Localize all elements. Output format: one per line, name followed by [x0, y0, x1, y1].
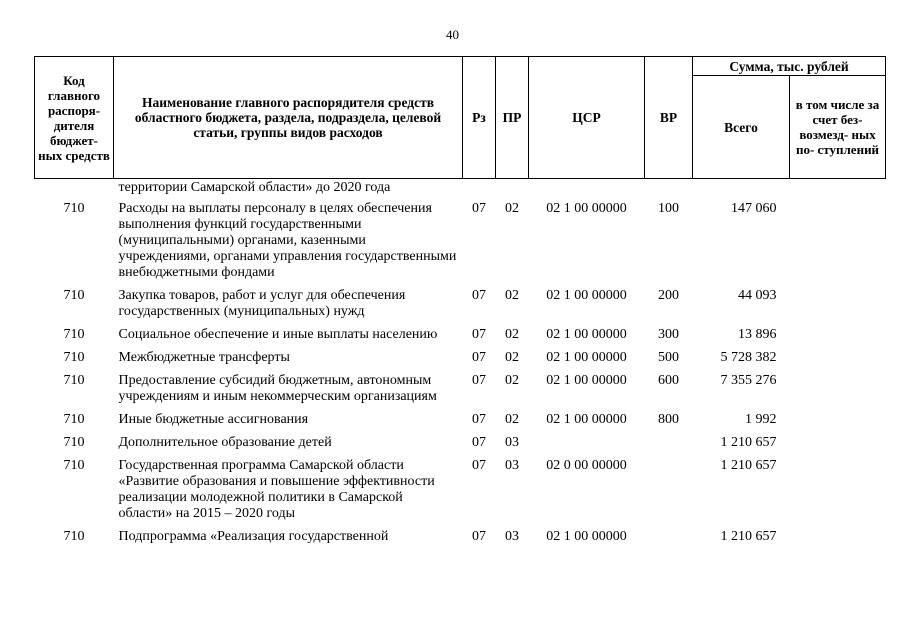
- pr-cell: 02: [505, 412, 519, 427]
- name-cell: Дополнительное образование детей: [118, 435, 332, 450]
- table-header: [35, 57, 886, 179]
- csr-cell: [529, 432, 645, 455]
- page-number: 40: [446, 27, 459, 42]
- free-cell: [790, 432, 886, 455]
- vr-cell: 200: [658, 288, 679, 303]
- csr-cell: 02 1 00 00000: [546, 288, 627, 303]
- free-cell: [790, 347, 886, 370]
- total-cell: 147 060: [731, 201, 777, 216]
- code-cell: 710: [63, 529, 85, 544]
- header-total: Всего: [693, 76, 790, 179]
- pr-cell: 03: [505, 458, 519, 473]
- table-row-continuation: [35, 179, 886, 199]
- csr-cell: 02 1 00 00000: [546, 412, 627, 427]
- free-cell: [790, 370, 886, 409]
- pr-cell: 02: [505, 373, 519, 388]
- free-cell: [790, 198, 886, 285]
- table-row: [35, 347, 886, 370]
- vr-cell: [645, 526, 693, 549]
- code-cell: 710: [63, 435, 85, 450]
- name-cell: Расходы на выплаты персоналу в целях обеспечения выполнения функций государственными (муниципальными) органами, казенными учреждениями, органами управления государственными внебюджетными фондами: [118, 201, 457, 280]
- budget-table: [34, 56, 886, 549]
- free-cell: [790, 526, 886, 549]
- pr-cell: 02: [505, 201, 519, 216]
- total-cell: 1 210 657: [720, 458, 777, 473]
- table-row: [35, 370, 886, 409]
- name-cell: Подпрограмма «Реализация государственной: [118, 529, 389, 544]
- vr-cell: [645, 432, 693, 455]
- pr-cell: 02: [505, 288, 519, 303]
- csr-cell: 02 0 00 00000: [546, 458, 627, 473]
- total-cell: 44 093: [738, 288, 777, 303]
- rz-cell: 07: [472, 201, 486, 216]
- total-cell: 1 210 657: [720, 529, 777, 544]
- continuation-code-cell: [35, 179, 114, 199]
- csr-cell: 02 1 00 00000: [546, 201, 627, 216]
- vr-cell: 100: [658, 201, 679, 216]
- table-row: [35, 285, 886, 324]
- vr-cell: 800: [658, 412, 679, 427]
- total-cell: 1 992: [745, 412, 777, 427]
- name-cell: Межбюджетные трансферты: [118, 350, 290, 365]
- code-cell: 710: [63, 327, 85, 342]
- rz-cell: 07: [472, 458, 486, 473]
- rz-cell: 07: [472, 412, 486, 427]
- header-vr: ВР: [645, 57, 693, 179]
- code-cell: 710: [63, 373, 85, 388]
- vr-cell: 300: [658, 327, 679, 342]
- rz-cell: 07: [472, 529, 486, 544]
- header-csr: ЦСР: [529, 57, 645, 179]
- table-row: [35, 324, 886, 347]
- total-cell: 5 728 382: [720, 350, 777, 365]
- total-cell: 1 210 657: [720, 435, 777, 450]
- rz-cell: 07: [472, 288, 486, 303]
- name-cell: Социальное обеспечение и иные выплаты населению: [118, 327, 438, 342]
- table-row: [35, 526, 886, 549]
- header-name: Наименование главного распорядителя средств областного бюджета, раздела, подраздела, целевой статьи, группы видов расходов: [114, 57, 463, 179]
- header-sum-group: Сумма, тыс. рублей: [693, 57, 886, 76]
- csr-cell: 02 1 00 00000: [546, 327, 627, 342]
- table-row: [35, 432, 886, 455]
- rz-cell: 07: [472, 350, 486, 365]
- code-cell: 710: [63, 201, 85, 216]
- pr-cell: 03: [505, 435, 519, 450]
- vr-cell: 600: [658, 373, 679, 388]
- code-cell: 710: [63, 458, 85, 473]
- budget-table-container: [34, 56, 885, 549]
- rz-cell: 07: [472, 435, 486, 450]
- table-row: [35, 198, 886, 285]
- header-code: Код главного распоря- дителя бюджет- ных средств: [35, 57, 114, 179]
- code-cell: 710: [63, 288, 85, 303]
- table-row: [35, 409, 886, 432]
- table-body: [35, 179, 886, 550]
- name-cell: Государственная программа Самарской области «Развитие образования и повышение эффективности реализации молодежной политики в Самарской области» на 2015 – 2020 годы: [118, 458, 435, 521]
- continuation-text: территории Самарской области» до 2020 года: [118, 180, 391, 195]
- header-rz: Рз: [463, 57, 496, 179]
- header-pr: ПР: [496, 57, 529, 179]
- pr-cell: 03: [505, 529, 519, 544]
- total-cell: 13 896: [738, 327, 777, 342]
- free-cell: [790, 324, 886, 347]
- code-cell: 710: [63, 350, 85, 365]
- free-cell: [790, 455, 886, 526]
- csr-cell: 02 1 00 00000: [546, 529, 627, 544]
- csr-cell: 02 1 00 00000: [546, 350, 627, 365]
- csr-cell: 02 1 00 00000: [546, 373, 627, 388]
- pr-cell: 02: [505, 350, 519, 365]
- name-cell: Предоставление субсидий бюджетным, автономным учреждениям и иным некоммерческим организациям: [118, 373, 437, 404]
- pr-cell: 02: [505, 327, 519, 342]
- free-cell: [790, 285, 886, 324]
- table-row: [35, 455, 886, 526]
- vr-cell: [645, 455, 693, 526]
- header-free: в том числе за счет без- возмезд- ных по- ступлений: [790, 76, 886, 179]
- rz-cell: 07: [472, 373, 486, 388]
- free-cell: [790, 409, 886, 432]
- vr-cell: 500: [658, 350, 679, 365]
- total-cell: 7 355 276: [720, 373, 777, 388]
- name-cell: Закупка товаров, работ и услуг для обеспечения государственных (муниципальных) нужд: [118, 288, 406, 319]
- name-cell: Иные бюджетные ассигнования: [118, 412, 309, 427]
- code-cell: 710: [63, 412, 85, 427]
- rz-cell: 07: [472, 327, 486, 342]
